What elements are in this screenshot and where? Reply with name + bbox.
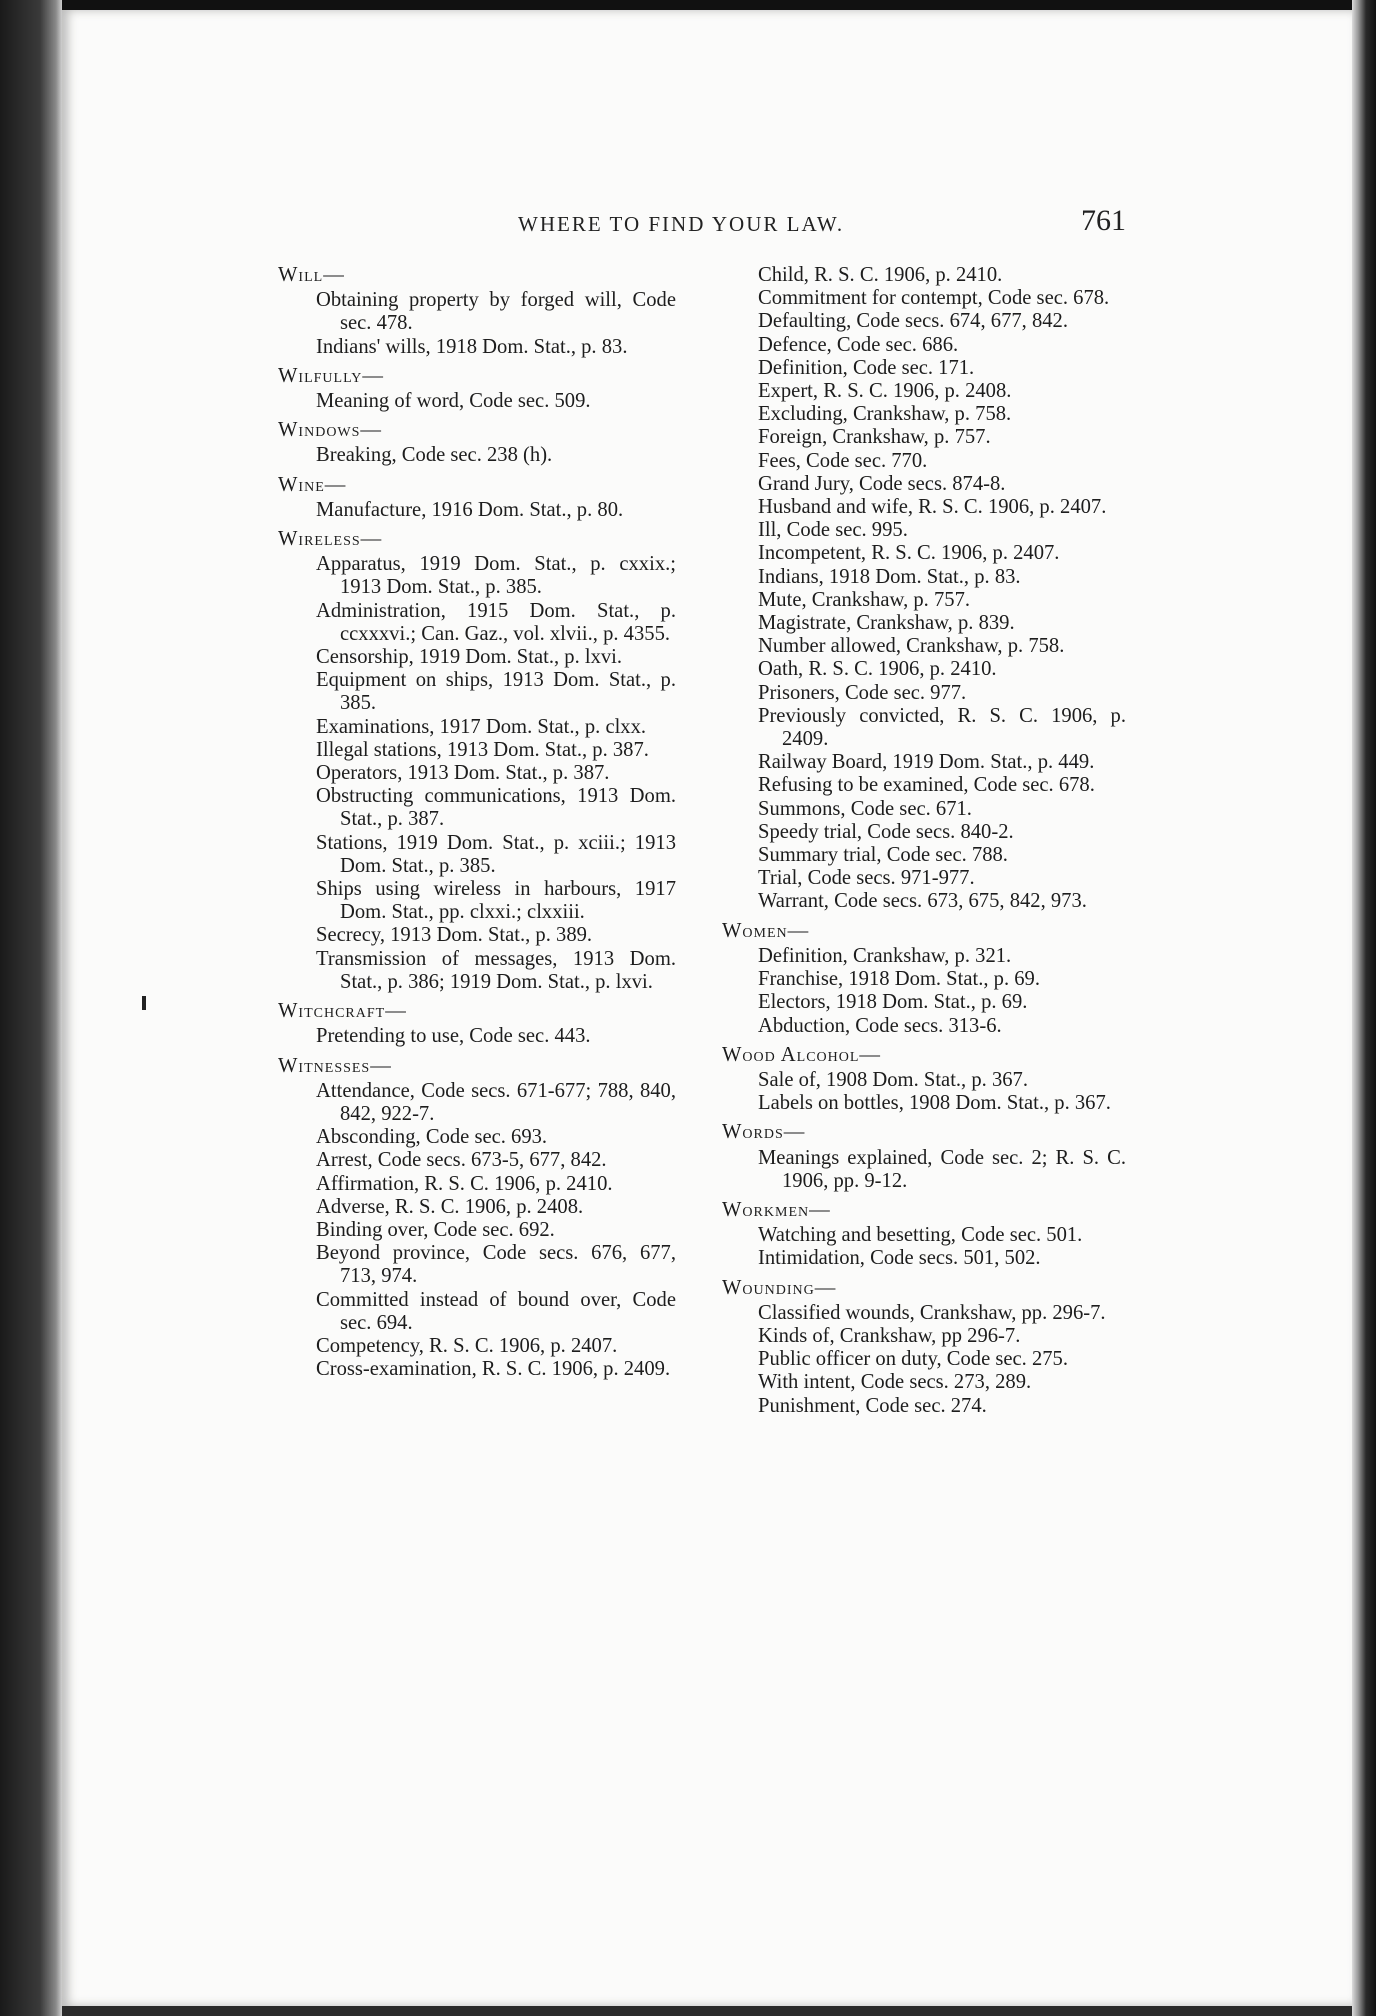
index-entry: Affirmation, R. S. C. 1906, p. 2410. <box>316 1172 613 1195</box>
index-entry: Meanings explained, Code sec. 2; R. S. C. 1906, pp. 9-12. <box>758 1146 1126 1192</box>
index-entry: Prisoners, Code sec. 977. <box>758 681 967 704</box>
scan-border-right <box>1352 0 1376 2016</box>
index-entry: Defaulting, Code secs. 674, 677, 842. <box>758 310 1069 333</box>
index-entry: Excluding, Crankshaw, p. 758. <box>758 403 1012 426</box>
index-heading: Workmen— <box>722 1198 831 1221</box>
index-entry: Definition, Crankshaw, p. 321. <box>758 944 1012 967</box>
index-entry: Transmission of messages, 1913 Dom. Stat., p. 386; 1919 Dom. Stat., p. lxvi. <box>316 947 676 993</box>
index-entry: Operators, 1913 Dom. Stat., p. 387. <box>316 762 610 785</box>
index-entry: Magistrate, Crankshaw, p. 839. <box>758 612 1015 635</box>
index-entry: Summary trial, Code sec. 788. <box>758 844 1008 867</box>
book-gutter <box>0 0 62 2016</box>
index-entry: Equipment on ships, 1913 Dom. Stat., p. 385. <box>316 669 676 715</box>
index-entry: Illegal stations, 1913 Dom. Stat., p. 387. <box>316 738 649 761</box>
index-entry: Labels on bottles, 1908 Dom. Stat., p. 367. <box>758 1092 1111 1115</box>
index-heading: Will— <box>278 264 345 286</box>
index-entry: Railway Board, 1919 Dom. Stat., p. 449. <box>758 751 1095 774</box>
page-number: 761 <box>1081 204 1126 237</box>
index-entry: Trial, Code secs. 971-977. <box>758 867 975 890</box>
page-header <box>278 204 1126 242</box>
index-entry: With intent, Code secs. 273, 289. <box>758 1371 1032 1394</box>
index-entry: Number allowed, Crankshaw, p. 758. <box>758 635 1065 658</box>
index-entry: Obtaining property by forged will, Code sec. 478. <box>316 289 676 335</box>
index-entry: Commitment for contempt, Code sec. 678. <box>758 287 1110 310</box>
index-entry: Arrest, Code secs. 673-5, 677, 842. <box>316 1149 607 1172</box>
index-heading: Witchcraft— <box>278 1000 407 1023</box>
index-heading: Women— <box>722 919 810 942</box>
index-entry: Refusing to be examined, Code sec. 678. <box>758 774 1095 797</box>
index-heading: Wood Alcohol— <box>722 1043 882 1066</box>
index-heading: Words— <box>722 1121 806 1144</box>
index-entry: Manufacture, 1916 Dom. Stat., p. 80. <box>316 498 624 521</box>
index-entry: Ships using wireless in harbours, 1917 Dom. Stat., pp. clxxi.; clxxiii. <box>316 878 676 924</box>
index-entry: Secrecy, 1913 Dom. Stat., p. 389. <box>316 924 593 947</box>
index-entry: Indians, 1918 Dom. Stat., p. 83. <box>758 565 1021 588</box>
index-entry: Child, R. S. C. 1906, p. 2410. <box>758 264 1003 286</box>
index-column-left <box>278 264 676 1381</box>
index-entry: Warrant, Code secs. 673, 675, 842, 973. <box>758 890 1087 913</box>
index-entry: Kinds of, Crankshaw, pp 296-7. <box>758 1324 1021 1347</box>
index-entry: Adverse, R. S. C. 1906, p. 2408. <box>316 1195 584 1218</box>
index-entry: Incompetent, R. S. C. 1906, p. 2407. <box>758 542 1060 565</box>
index-entry: Examinations, 1917 Dom. Stat., p. clxx. <box>316 715 647 738</box>
scan-border-top <box>0 0 1376 10</box>
margin-mark <box>142 996 146 1010</box>
index-entry: Grand Jury, Code secs. 874-8. <box>758 472 1006 495</box>
index-entry: Electors, 1918 Dom. Stat., p. 69. <box>758 991 1028 1014</box>
index-entry: Absconding, Code sec. 693. <box>316 1126 548 1149</box>
index-entry: Punishment, Code sec. 274. <box>758 1394 987 1417</box>
book-page <box>62 10 1352 2006</box>
index-entry: Ill, Code sec. 995. <box>758 519 908 542</box>
index-entry: Intimidation, Code secs. 501, 502. <box>758 1247 1041 1270</box>
index-entry: Definition, Code sec. 171. <box>758 356 975 379</box>
index-entry: Foreign, Crankshaw, p. 757. <box>758 426 991 449</box>
index-entry: Competency, R. S. C. 1906, p. 2407. <box>316 1334 618 1357</box>
index-entry: Censorship, 1919 Dom. Stat., p. lxvi. <box>316 646 623 669</box>
index-entry: Binding over, Code sec. 692. <box>316 1218 555 1241</box>
index-entry: Obstructing communications, 1913 Dom. Stat., p. 387. <box>316 785 676 831</box>
index-entry: Cross-examination, R. S. C. 1906, p. 2409. <box>316 1358 671 1381</box>
index-entry: Abduction, Code secs. 313-6. <box>758 1014 1002 1037</box>
index-entry: Speedy trial, Code secs. 840-2. <box>758 820 1014 843</box>
index-heading: Wilfully— <box>278 364 384 387</box>
index-entry: Watching and besetting, Code sec. 501. <box>758 1224 1083 1247</box>
index-entry: Summons, Code sec. 671. <box>758 797 972 820</box>
index-heading: Wine— <box>278 473 347 496</box>
index-entry: Expert, R. S. C. 1906, p. 2408. <box>758 380 1012 403</box>
index-heading: Wireless— <box>278 528 383 551</box>
running-head: WHERE TO FIND YOUR LAW. <box>518 212 845 236</box>
index-entry: Franchise, 1918 Dom. Stat., p. 69. <box>758 968 1040 991</box>
index-entry: Beyond province, Code secs. 676, 677, 713, 974. <box>316 1242 676 1288</box>
index-entry: Indians' wills, 1918 Dom. Stat., p. 83. <box>316 335 628 358</box>
index-entry: Pretending to use, Code sec. 443. <box>316 1025 591 1048</box>
index-heading: Wounding— <box>722 1276 837 1299</box>
index-entry: Fees, Code sec. 770. <box>758 449 928 472</box>
index-entry: Apparatus, 1919 Dom. Stat., p. cxxix.; 1913 Dom. Stat., p. 385. <box>316 553 676 599</box>
index-entry: Administration, 1915 Dom. Stat., p. ccxxxvi.; Can. Gaz., vol. xlvii., p. 4355. <box>316 599 676 645</box>
index-entry: Mute, Crankshaw, p. 757. <box>758 588 971 611</box>
index-entry: Meaning of word, Code sec. 509. <box>316 390 591 413</box>
index-entry: Previously convicted, R. S. C. 1906, p. 2409. <box>758 704 1126 751</box>
index-heading: Witnesses— <box>278 1054 392 1077</box>
index-entry: Public officer on duty, Code sec. 275. <box>758 1348 1068 1371</box>
index-entry: Attendance, Code secs. 671-677; 788, 840, 842, 922-7. <box>316 1079 676 1125</box>
index-entry: Breaking, Code sec. 238 (h). <box>316 444 553 467</box>
index-heading: Windows— <box>278 419 383 442</box>
index-entry: Stations, 1919 Dom. Stat., p. xciii.; 1913 Dom. Stat., p. 385. <box>316 831 676 877</box>
index-entry: Oath, R. S. C. 1906, p. 2410. <box>758 658 997 681</box>
index-entry: Sale of, 1908 Dom. Stat., p. 367. <box>758 1068 1028 1091</box>
index-entry: Husband and wife, R. S. C. 1906, p. 2407. <box>758 496 1107 519</box>
index-entry: Committed instead of bound over, Code sec. 694. <box>316 1288 676 1334</box>
index-entry: Classified wounds, Crankshaw, pp. 296-7. <box>758 1301 1106 1324</box>
index-entry: Defence, Code sec. 686. <box>758 333 959 356</box>
index-column-right <box>722 264 1126 1418</box>
